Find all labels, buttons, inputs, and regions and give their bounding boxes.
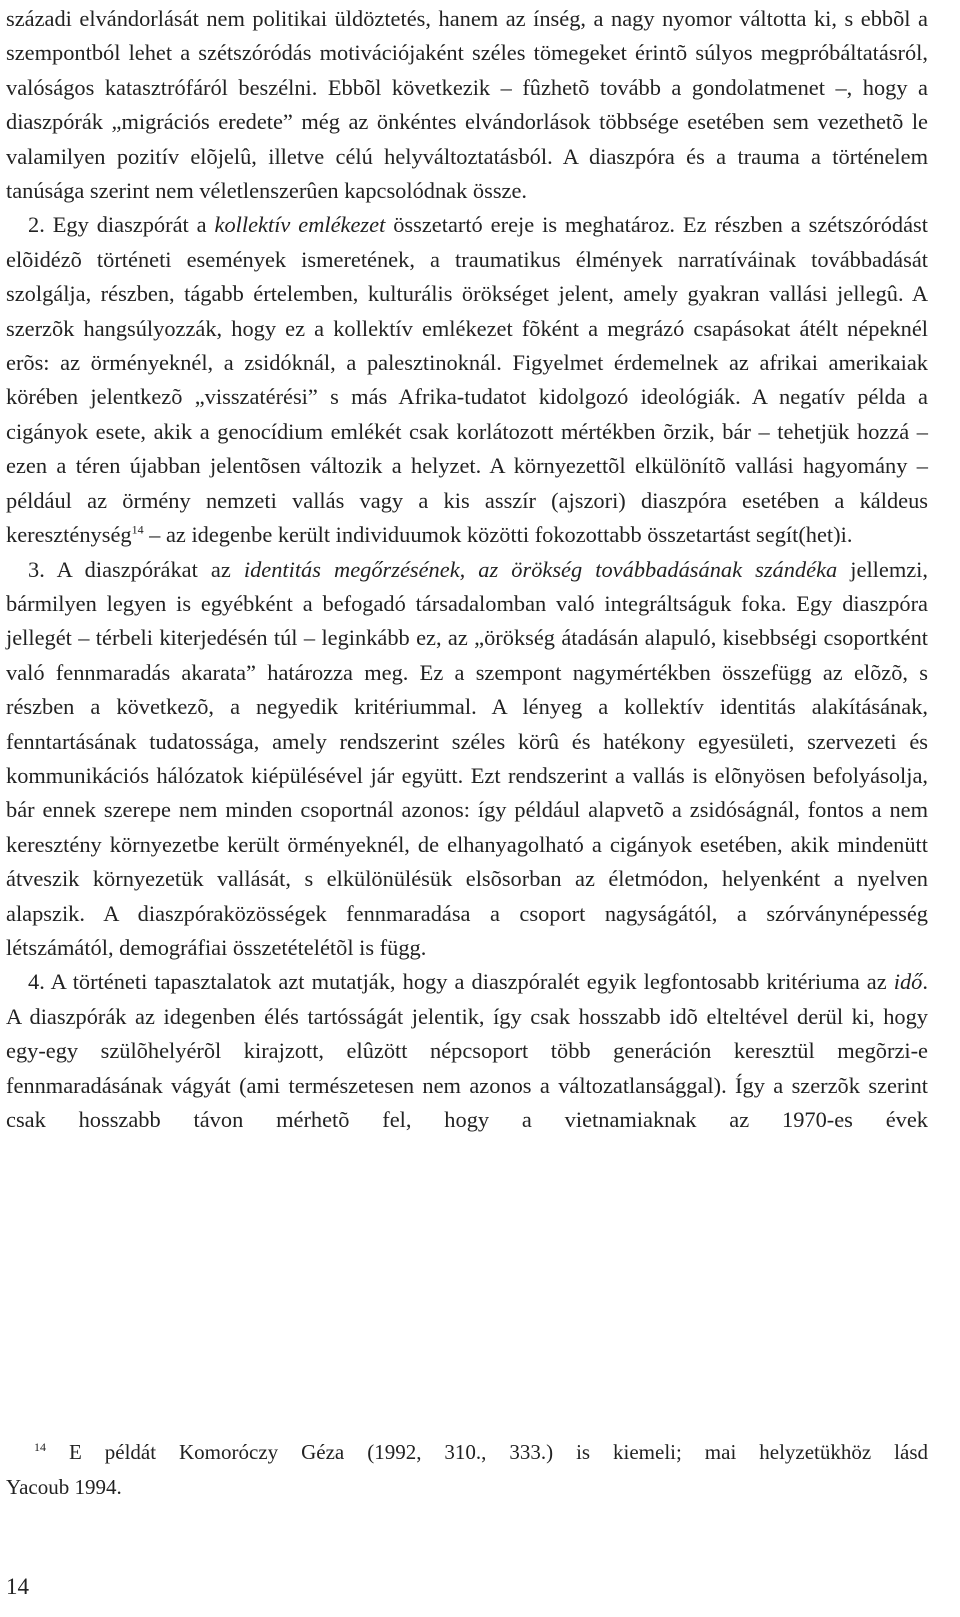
- main-text: [6, 2, 928, 1137]
- emphasis-collective-memory: kollektív emlékezet: [214, 212, 386, 238]
- paragraph-text: 3. A diaszpórákat az: [28, 556, 244, 582]
- footnote-text: Yacoub 1994.: [6, 1475, 122, 1499]
- paragraph-text: jellemzi, bármilyen legyen is egyébként a befogadó társadalomban való integráltságuk foka. Egy diaszpóra jellegét – térbeli kiterjedésén túl – leginkább ez, az „örökség átadásán alapuló, kisebbségi csoportként való fennmaradás akarata” határozza meg. Ez a szempont nagymértékben összefügg az elõzõ, s részben a következõ, a negyedik kritériummal. A lényeg a kollektív identitás alakításának, fenntartásának tudatossága, amely rendszerint széles körû és hatékony egyesületi, szervezeti és kommunikációs hálózatok kiépülésével jár együtt. Ezt rendszerint a vallás is elõnyösen befolyásolja, bár ennek szerepe nem minden csoportnál azonos: így például alapvetõ a zsidóságnál, fontos a nem keresztény környezetbe került örményeknél, de elhanyagolható a cigányok esetében, akik mindenütt átveszik környezetük vallását, s elkülönülésük elsõsorban az életmódon, helyenként a nyelven alapszik. A diaszpóraközösségek fennmaradása a csoport nagyságától, a szórványnépesség létszámától, demográfiai összetételétõl is függ.: [6, 556, 928, 960]
- footnote-number: 14: [34, 1440, 46, 1454]
- emphasis-identity: identitás megőrzésének, az örökség továbbadásának szándéka: [243, 556, 838, 582]
- paragraph-text: századi elvándorlását nem politikai üldöztetés, hanem az ínség, a nagy nyomor váltotta ki, s ebbõl a szempontból lehet a szétszóródás motivációjaként széles tömegeket érintõ súlyos megpróbáltatásról, valóságos katasztrófáról beszélni. Ebbõl következik – fûzhetõ tovább a gondolatmenet –, hogy a diaszpórák „migrációs eredete” még az önkéntes elvándorlások többsége esetében sem vezethetõ le valamilyen pozitív elõjelû, illetve célú helyváltoztatásból. A diaszpóra és a trauma a történelem tanúsága szerint nem véletlenszerûen kapcsolódnak össze.: [6, 6, 928, 204]
- paragraph-continuation: [6, 2, 928, 208]
- footnote-line: [6, 1435, 928, 1470]
- paragraph-text: – az idegenbe került individuumok közötti fokozottabb összetartást segít(het)i.: [143, 522, 853, 548]
- paragraph-text: 2. Egy diaszpórát a: [28, 212, 215, 238]
- paragraph-criterion-3: [6, 553, 928, 966]
- footnote-reference[interactable]: 14: [131, 522, 144, 537]
- paragraph-text: 4. A történeti tapasztalatok azt mutatják, hogy a diaszpóralét egyik legfontosabb kritériuma az: [28, 969, 894, 995]
- paragraph-text: összetartó ereje is meghatároz. Ez részben a szétszóródást elõidézõ történeti események ismeretének, a traumatikus élmények narratíváinak továbbadását szolgálja, részben, tágabb értelemben, kulturális örökséget jelent, amely gyakran vallási jellegû. A szerzõk hangsúlyozzák, hogy ez a kollektív emlékezet fõként a megrázó csapásokat átélt népeknél erõs: az örményeknél, a zsidóknál, a palesztinoknál. Figyelmet érdemelnek az afrikai amerikaiak körében jelentkezõ „visszatérési” s más Afrika-tudatot kidolgozó ideológiák. A negatív példa a cigányok esete, akik a genocídium emlékét csak korlátozott mértékben õrzik, bár – tehetjük hozzá – ezen a téren újabban jelentõsen változik a helyzet. A környezettõl elkülönítõ vallási hagyomány – például az örmény nemzeti vallás vagy a kis asszír (ajszori) diaszpóra esetében a káldeus kereszténység: [6, 212, 928, 548]
- page-number: 14: [6, 1574, 29, 1599]
- paragraph-text: . A diaszpórák az idegenben élés tartósságát jelentik, így csak hosszabb idõ elteltével derül ki, hogy egy-egy szülõhelyérõl kirajzott, elûzött népcsoport több generáción keresztül megõrzi-e fennmaradásának vágyát (ami természetesen nem azonos a változatlansággal). Így a szerzõk szerint csak hosszabb távon mérhetõ fel, hogy a vietnamiaknak az 1970-es évek: [6, 969, 928, 1132]
- page-body: [6, 2, 928, 1137]
- footnote-line: [6, 1470, 928, 1505]
- footnote-text: E példát Komoróczy Géza (1992, 310., 333.) is kiemeli; mai helyzetükhöz lásd: [46, 1440, 928, 1464]
- paragraph-criterion-4: [6, 965, 928, 1137]
- paragraph-criterion-2: [6, 208, 928, 552]
- footnote: [6, 1435, 928, 1505]
- emphasis-time: idő: [893, 969, 923, 995]
